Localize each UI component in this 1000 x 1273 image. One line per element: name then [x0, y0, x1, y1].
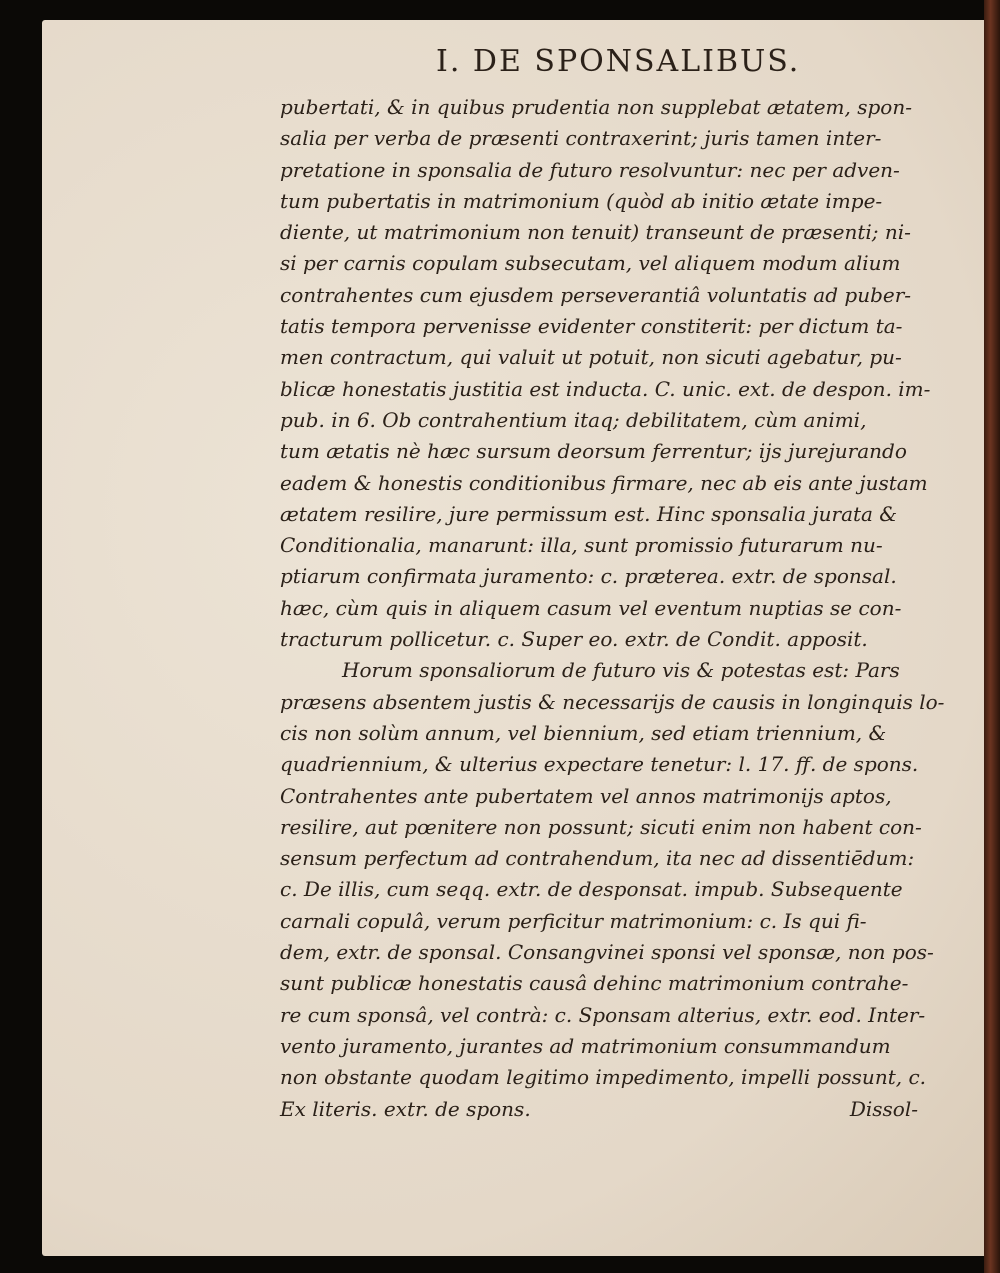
text-line: sunt publicæ honestatis causâ dehinc matrimonium contrahe- [280, 971, 909, 996]
text-line: blicæ honestatis justitia est inducta. C. unic. ext. de despon. im- [280, 376, 931, 401]
text-line: tum pubertatis in matrimonium (quòd ab initio ætate impe- [280, 188, 883, 213]
text-line: sensum perfectum ad contrahendum, ita nec ad dissentiēdum: [280, 846, 915, 871]
text-line: re cum sponsâ, vel contrà: c. Sponsam alterius, extr. eod. Inter- [280, 1002, 926, 1027]
book-binding-edge [984, 0, 1000, 1273]
text-line: non obstante quodam legitimo impedimento, impelli possunt, c. [280, 1065, 927, 1090]
running-header: I. DE SPONSALIBUS. [436, 44, 801, 79]
text-line: vento juramento, jurantes ad matrimonium consummandum [280, 1033, 891, 1058]
text-line: ptiarum confirmata juramento: c. præterea. extr. de sponsal. [280, 564, 897, 589]
text-line: carnali copulâ, verum perficitur matrimonium: c. Is qui fi- [280, 908, 867, 933]
text-line: cis non solùm annum, vel biennium, sed etiam triennium, & [280, 720, 887, 745]
text-line: eadem & honestis conditionibus firmare, nec ab eis ante justam [280, 470, 928, 495]
catchword: Dissol- [849, 1096, 918, 1121]
text-line: Conditionalia, manarunt: illa, sunt promissio futurarum nu- [280, 533, 883, 558]
text-line: hæc, cùm quis in aliquem casum vel eventum nuptias se con- [280, 595, 902, 620]
text-line: pretatione in sponsalia de futuro resolvuntur: nec per adven- [280, 157, 900, 182]
text-line: tatis tempora pervenisse evidenter constiterit: per dictum ta- [280, 314, 903, 339]
paragraph-start-line: Horum sponsaliorum de futuro vis & potestas est: Pars [342, 658, 900, 683]
text-line: præsens absentem justis & necessarijs de causis in longinquis lo- [280, 689, 945, 714]
text-line: pubertati, & in quibus prudentia non supplebat ætatem, spon- [280, 95, 912, 119]
text-line: dem, extr. de sponsal. Consangvinei sponsi vel sponsæ, non pos- [280, 940, 934, 965]
text-line: salia per verba de præsenti contraxerint; juris tamen inter- [280, 126, 882, 151]
text-line: contrahentes cum ejusdem perseverantiâ voluntatis ad puber- [280, 282, 912, 307]
last-line-text: Ex literis. extr. de spons. [280, 1096, 531, 1121]
text-line: c. De illis, cum seqq. extr. de desponsat. impub. Subsequente [280, 877, 903, 902]
text-line: tracturum pollicetur. c. Super eo. extr. de Condit. apposit. [280, 627, 868, 652]
body-text [280, 92, 945, 1125]
text-line: si per carnis copulam subsecutam, vel aliquem modum alium [280, 251, 901, 276]
text-line: pub. in 6. Ob contrahentium itaq; debilitatem, cùm animi, [280, 407, 867, 432]
text-line: quadriennium, & ulterius expectare tenetur: l. 17. ff. de spons. [280, 752, 919, 777]
text-line: diente, ut matrimonium non tenuit) transeunt de præsenti; ni- [280, 220, 911, 245]
text-line: men contractum, qui valuit ut potuit, non sicuti agebatur, pu- [280, 345, 902, 370]
last-text-line [280, 1094, 940, 1125]
text-line: resilire, aut pœnitere non possunt; sicuti enim non habent con- [280, 814, 922, 839]
text-line: tum ætatis nè hæc sursum deorsum ferrentur; ijs jurejurando [280, 439, 907, 464]
text-line: ætatem resilire, jure permissum est. Hinc sponsalia jurata & [280, 501, 898, 526]
text-line: Contrahentes ante pubertatem vel annos matrimonijs aptos, [280, 783, 892, 808]
